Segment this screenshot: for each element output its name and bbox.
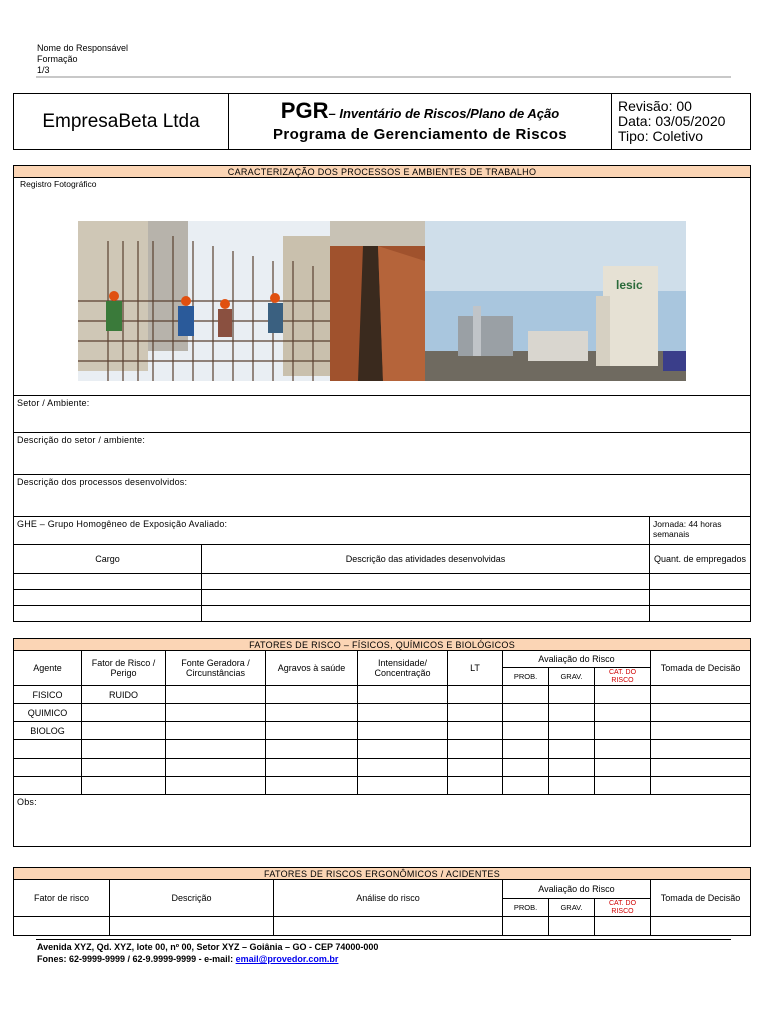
footer-phones: Fones: 62-9999-9999 / 62-9.9999-9999 - e-mail: <box>37 954 236 964</box>
top-divider <box>36 76 731 78</box>
col-tomada: Tomada de Decisão <box>651 651 751 686</box>
table-row[interactable] <box>14 606 751 622</box>
plant-sign-text: lesic <box>616 278 643 292</box>
ergonomic-accident-risks-table <box>13 867 751 936</box>
revision-date: Data: 03/05/2020 <box>618 113 726 129</box>
table-row[interactable] <box>14 704 751 722</box>
footer-email-link[interactable]: email@provedor.com.br <box>235 954 339 964</box>
col-cat-risco: CAT. DO RISCO <box>595 668 651 686</box>
table-row[interactable] <box>14 759 751 777</box>
table-row[interactable] <box>14 686 751 704</box>
table-row[interactable] <box>14 574 751 590</box>
col-fonte: Fonte Geradora / Circunstâncias <box>166 651 266 686</box>
sector-description-field[interactable]: Descrição do setor / ambiente: <box>14 433 751 475</box>
sector-field[interactable]: Setor / Ambiente: <box>14 396 751 433</box>
col-avaliacao-erg: Avaliação do Risco <box>503 880 651 899</box>
table-row[interactable] <box>14 590 751 606</box>
photo-record-label: Registro Fotográfico <box>20 179 97 189</box>
rebar-workers-photo <box>78 221 330 381</box>
col-agravos: Agravos à saúde <box>266 651 358 686</box>
col-activities: Descrição das atividades desenvolvidas <box>202 545 650 574</box>
col-avaliacao: Avaliação do Risco <box>503 651 651 668</box>
responsavel-label: Nome do Responsável <box>37 43 129 53</box>
page-counter: 1/3 <box>37 65 50 75</box>
section3-title: FATORES DE RISCOS ERGONÔMICOS / ACIDENTES <box>14 868 751 880</box>
agente-cell: QUIMICO <box>14 704 82 722</box>
trench-photo <box>330 221 425 381</box>
ghe-field[interactable]: GHE – Grupo Homogêneo de Exposição Avaliado: <box>14 517 650 545</box>
photo-record-cell <box>14 178 751 396</box>
table-row[interactable] <box>14 777 751 795</box>
obs-field[interactable]: Obs: <box>14 795 751 847</box>
fator-cell <box>82 722 166 740</box>
table-row[interactable] <box>14 917 751 936</box>
table-row[interactable] <box>14 740 751 759</box>
section1-title: CARACTERIZAÇÃO DOS PROCESSOS E AMBIENTES DE TRABALHO <box>14 166 751 178</box>
col-cat-risco-erg: CAT. DO RISCO <box>595 899 651 917</box>
footer-address: Avenida XYZ, Qd. XYZ, lote 00, nº 00, Setor XYZ – Goiânia – GO - CEP 74000-000 <box>37 942 379 952</box>
revision-box <box>612 94 751 150</box>
col-grav-erg: GRAV. <box>549 899 595 917</box>
col-fator-risco: Fator de Risco / Perigo <box>82 651 166 686</box>
col-employee-count: Quant. de empregados <box>650 545 751 574</box>
pgr-abbr: PGR <box>280 98 329 123</box>
formacao-label: Formação <box>37 54 78 64</box>
photo-collage <box>78 221 686 381</box>
agente-cell: BIOLOG <box>14 722 82 740</box>
physical-chemical-biological-risks-table <box>13 638 751 847</box>
col-lt: LT <box>448 651 503 686</box>
col-descricao-erg: Descrição <box>110 880 274 917</box>
fator-cell: RUIDO <box>82 686 166 704</box>
table-row[interactable] <box>14 722 751 740</box>
pgr-full-name: Programa de Gerenciamento de Riscos <box>272 126 568 143</box>
col-analise: Análise do risco <box>274 880 503 917</box>
pgr-subtitle: – Inventário de Riscos/Plano de Ação <box>328 106 560 121</box>
process-characterization-table <box>13 165 751 622</box>
industrial-plant-photo <box>425 221 686 381</box>
col-fator-risco-erg: Fator de risco <box>14 880 110 917</box>
col-agente: Agente <box>14 651 82 686</box>
process-description-field[interactable]: Descrição dos processos desenvolvidos: <box>14 475 751 517</box>
col-prob-erg: PROB. <box>503 899 549 917</box>
work-hours: Jornada: 44 horas semanais <box>650 517 751 545</box>
section2-title: FATORES DE RISCO – FÍSICOS, QUÍMICOS E BIOLÓGICOS <box>14 639 751 651</box>
col-grav: GRAV. <box>549 668 595 686</box>
pgr-title <box>229 94 612 150</box>
col-prob: PROB. <box>503 668 549 686</box>
col-intensidade: Intensidade/ Concentração <box>358 651 448 686</box>
agente-cell: FISICO <box>14 686 82 704</box>
col-tomada-erg: Tomada de Decisão <box>651 880 751 917</box>
footer-divider <box>36 939 731 940</box>
revision-number: Revisão: 00 <box>618 98 692 114</box>
revision-type: Tipo: Coletivo <box>618 128 704 144</box>
document-header <box>13 93 751 150</box>
footer-contacts <box>37 953 338 965</box>
col-cargo: Cargo <box>14 545 202 574</box>
fator-cell <box>82 704 166 722</box>
company-name: EmpresaBeta Ltda <box>14 94 229 150</box>
